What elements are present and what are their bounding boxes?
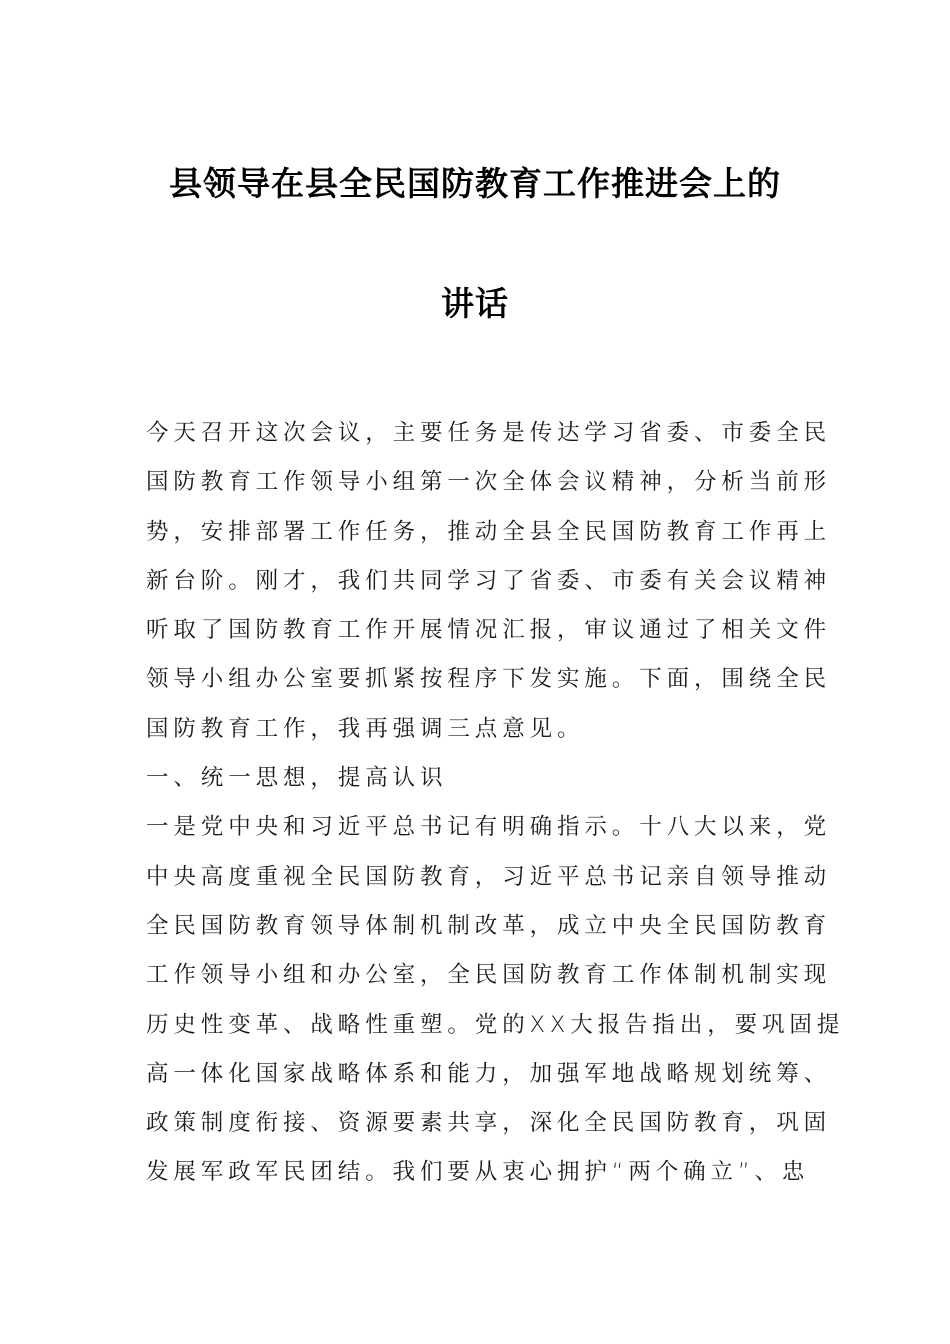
- body-line: 国防教育工作领导小组第一次全体会议精神，分析当前形: [146, 469, 832, 496]
- body-line: 势，安排部署工作任务，推动全县全民国防教育工作再上: [146, 518, 832, 545]
- body-line: 国防教育工作，我再强调三点意见。: [146, 715, 585, 742]
- body-line: 听取了国防教育工作开展情况汇报，审议通过了相关文件: [146, 617, 832, 644]
- body-line: 历史性变革、战略性重塑。党的XX大报告指出，要巩固提: [146, 1011, 845, 1038]
- body-line: 全民国防教育领导体制机制改革，成立中央全民国防教育: [146, 912, 832, 939]
- body-line: 政策制度衔接、资源要素共享，深化全民国防教育，巩固: [146, 1110, 832, 1137]
- body-line: 中央高度重视全民国防教育，习近平总书记亲自领导推动: [146, 863, 832, 890]
- body-line: 发展军政军民团结。我们要从衷心拥护“两个确立”、忠: [146, 1159, 810, 1186]
- document-title-line-1: 县领导在县全民国防教育工作推进会上的: [169, 164, 781, 203]
- section-heading: 一、统一思想，提高认识: [146, 765, 448, 792]
- body-line: 高一体化国家战略体系和能力，加强军地战略规划统筹、: [146, 1060, 832, 1087]
- body-line: 今天召开这次会议，主要任务是传达学习省委、市委全民: [146, 420, 832, 446]
- body-line: 领导小组办公室要抓紧按程序下发实施。下面，围绕全民: [146, 666, 832, 693]
- body-line: 一是党中央和习近平总书记有明确指示。十八大以来，党: [146, 814, 832, 841]
- body-line: 工作领导小组和办公室，全民国防教育工作体制机制实现: [146, 962, 832, 989]
- document-body: [146, 413, 845, 1202]
- document-title-line-2: 讲话: [441, 284, 509, 323]
- body-line: 新台阶。刚才，我们共同学习了省委、市委有关会议精神: [146, 567, 832, 594]
